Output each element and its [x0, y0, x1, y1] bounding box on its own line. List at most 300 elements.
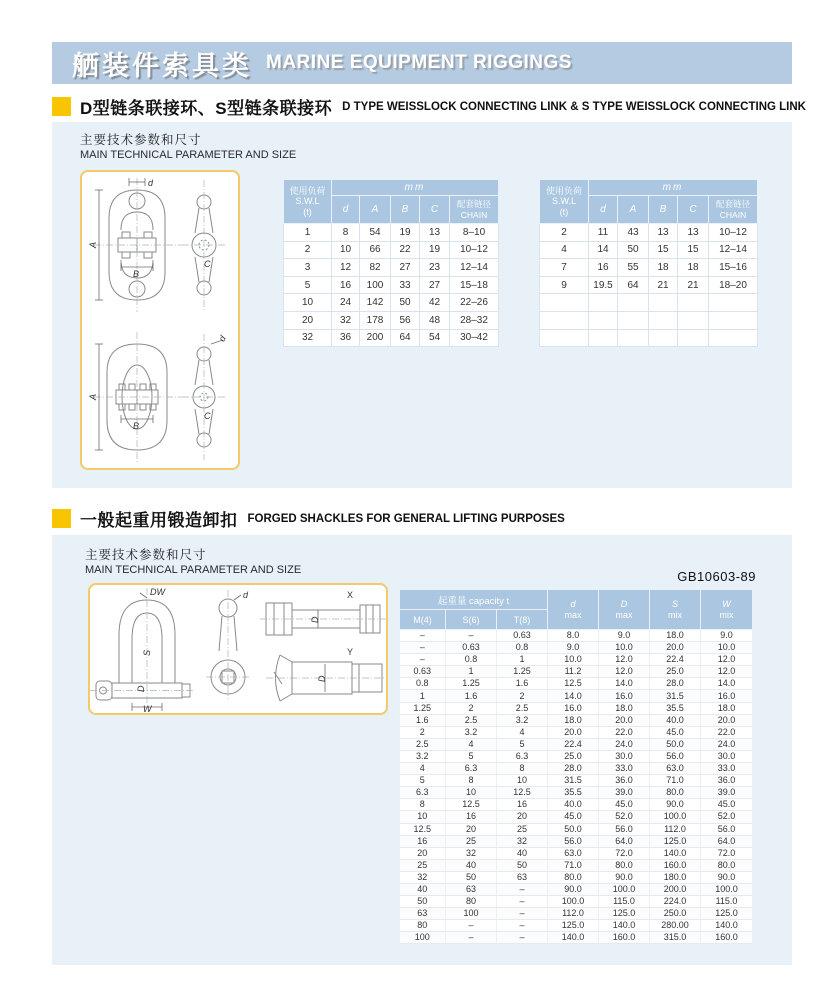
table-cell: 50 [618, 241, 649, 259]
table-cell [649, 311, 678, 329]
table-cell: 1 [446, 666, 497, 678]
table-cell: 22.0 [701, 726, 753, 738]
table-cell: 31.5 [650, 690, 701, 702]
table-cell: 12.0 [599, 654, 650, 666]
table-row [540, 311, 758, 329]
table-cell: 28–32 [450, 311, 499, 329]
table-cell: 14 [589, 241, 618, 259]
table-cell: 2.5 [446, 714, 497, 726]
table-cell: 25 [497, 823, 548, 835]
table-cell: 64 [391, 329, 420, 347]
table-cell: 100 [360, 276, 391, 294]
table-cell: 224.0 [650, 896, 701, 908]
table-cell: 42 [420, 294, 450, 312]
table-cell: 0.8 [446, 654, 497, 666]
table-row [400, 642, 753, 654]
table-cell: 0.63 [400, 666, 446, 678]
table-cell [678, 294, 709, 312]
table-cell: 8 [497, 763, 548, 775]
table-cell: 40.0 [650, 714, 701, 726]
table-cell: 72.0 [599, 847, 650, 859]
capacity-header: 起重量 capacity t [400, 590, 548, 610]
table-cell: 20.0 [599, 714, 650, 726]
swl-header: 使用负荷 S.W.L (t) [284, 180, 332, 224]
shackle-drawing-box [88, 583, 388, 715]
table-cell: 160.0 [650, 859, 701, 871]
table-cell: 1.6 [446, 690, 497, 702]
table-cell: 20 [446, 823, 497, 835]
shackle-drawing [90, 585, 386, 713]
table-cell: 22 [391, 241, 420, 259]
table-cell: 20.0 [548, 726, 599, 738]
table-cell: 71.0 [548, 859, 599, 871]
table-cell: 52.0 [701, 811, 753, 823]
table-cell: 140.0 [548, 932, 599, 944]
table-cell: 45.0 [701, 799, 753, 811]
col-header-d: d [332, 196, 360, 224]
table-cell: 11 [589, 224, 618, 242]
table-cell: 52.0 [599, 811, 650, 823]
table-cell: 32 [284, 329, 332, 347]
table-cell: 21 [678, 276, 709, 294]
table-row [400, 666, 753, 678]
dim-label-B: B [133, 269, 140, 279]
table-cell: 0.8 [497, 642, 548, 654]
table-cell: 2 [400, 726, 446, 738]
table-row [400, 678, 753, 690]
table-cell: 5 [400, 775, 446, 787]
table-cell: 25 [446, 835, 497, 847]
table-cell: 100 [446, 908, 497, 920]
table-cell: 115.0 [701, 896, 753, 908]
table-cell: 112.0 [650, 823, 701, 835]
table-cell: 12–14 [709, 241, 758, 259]
col-header-Dmax: D max [599, 590, 650, 630]
table-cell: 20.0 [701, 714, 753, 726]
table-cell [540, 294, 589, 312]
table-cell: 15–18 [450, 276, 499, 294]
table-cell: 16 [446, 811, 497, 823]
table-cell: – [497, 883, 548, 895]
table-row [540, 276, 758, 294]
table-cell: 250.0 [650, 908, 701, 920]
table-row [400, 726, 753, 738]
table-row [400, 883, 753, 895]
table-cell: 80 [400, 920, 446, 932]
table-cell: 80.0 [701, 859, 753, 871]
table-cell: 200 [360, 329, 391, 347]
table-cell: 45.0 [548, 811, 599, 823]
table-cell [678, 311, 709, 329]
table-row [284, 329, 499, 347]
yellow-bullet-icon [52, 509, 71, 528]
table-cell: 15 [678, 241, 709, 259]
table-cell: 22.0 [599, 726, 650, 738]
table-cell: 140.0 [599, 920, 650, 932]
table-cell: 2 [497, 690, 548, 702]
table-cell [709, 294, 758, 312]
table-cell: 140.0 [650, 847, 701, 859]
table-cell: 30.0 [599, 750, 650, 762]
table-cell: 1.25 [497, 666, 548, 678]
dtype-link-table [283, 179, 499, 347]
table-cell: 19.5 [589, 276, 618, 294]
table-cell: 18.0 [650, 630, 701, 642]
table-cell: 160.0 [599, 932, 650, 944]
table-cell: 12 [332, 259, 360, 277]
section2-panel [52, 535, 792, 965]
table-cell: 50 [391, 294, 420, 312]
table-cell: 80 [446, 896, 497, 908]
table-cell: 36.0 [599, 775, 650, 787]
table-cell: 4 [497, 726, 548, 738]
table-cell: 28.0 [650, 678, 701, 690]
table-row [284, 241, 499, 259]
table-row [400, 690, 753, 702]
table-cell [618, 329, 649, 347]
dim-label-S: S [142, 649, 152, 656]
table-cell: 3 [284, 259, 332, 277]
table-cell: 3.2 [497, 714, 548, 726]
table-cell: 63 [400, 908, 446, 920]
table-cell [589, 329, 618, 347]
table-cell: 10.0 [599, 642, 650, 654]
table-row [400, 763, 753, 775]
table-cell: 50.0 [650, 738, 701, 750]
col-header-C: C [678, 196, 709, 224]
table-cell: 9 [540, 276, 589, 294]
dim-label-C2: C [204, 411, 211, 421]
table-cell: 140.0 [701, 920, 753, 932]
table-row [400, 750, 753, 762]
table-cell: 178 [360, 311, 391, 329]
table-row [400, 847, 753, 859]
col-header-d: d [589, 196, 618, 224]
table-row [284, 276, 499, 294]
table-cell: 100.0 [548, 896, 599, 908]
table-cell: 16 [589, 259, 618, 277]
table-cell: 32 [400, 871, 446, 883]
table-cell: 5 [284, 276, 332, 294]
dim-label-D-front: D [136, 685, 146, 692]
section2-param-zh: 主要技术参数和尺寸 [85, 548, 207, 562]
table-row [540, 294, 758, 312]
table-row [400, 932, 753, 944]
table-cell: 100.0 [599, 883, 650, 895]
table-cell: 20 [400, 847, 446, 859]
table-cell: 12.0 [599, 666, 650, 678]
shackle-table [399, 589, 753, 944]
table-cell: 18.0 [599, 702, 650, 714]
section2-param-en: MAIN TECHNICAL PARAMETER AND SIZE [85, 564, 302, 576]
table-cell: 10–12 [450, 241, 499, 259]
table-row [400, 714, 753, 726]
section2-title-zh: 一般起重用锻造卸扣 [80, 511, 238, 530]
standard-number: GB10603-89 [677, 569, 756, 584]
table-cell [589, 294, 618, 312]
chain-header: 配套链径 CHAIN [450, 196, 499, 224]
table-cell: 80.0 [548, 871, 599, 883]
dim-label-W: W [143, 704, 152, 713]
table-cell: 18.0 [701, 702, 753, 714]
table-row [284, 259, 499, 277]
table-cell: 4 [540, 241, 589, 259]
table-cell: 25 [400, 859, 446, 871]
table-row [400, 835, 753, 847]
table-cell: 10 [400, 811, 446, 823]
table-cell: 16 [497, 799, 548, 811]
table-cell: 0.63 [446, 642, 497, 654]
table-cell: 12.5 [548, 678, 599, 690]
table-cell: 50 [400, 896, 446, 908]
table-row [400, 702, 753, 714]
table-cell: – [497, 896, 548, 908]
section1-param-zh: 主要技术参数和尺寸 [80, 133, 202, 147]
table-cell: 56.0 [599, 823, 650, 835]
table-cell: 16 [400, 835, 446, 847]
table-cell: 180.0 [650, 871, 701, 883]
table-cell: 22.4 [650, 654, 701, 666]
table-cell: 40 [446, 859, 497, 871]
table-cell: 32 [497, 835, 548, 847]
table-row [400, 799, 753, 811]
table-row [540, 259, 758, 277]
table-cell [618, 311, 649, 329]
table-cell: 2 [284, 241, 332, 259]
view-label-X: X [347, 590, 354, 600]
table-cell: 8 [400, 799, 446, 811]
table-cell [540, 329, 589, 347]
table-cell [678, 329, 709, 347]
col-header-M4: M(4) [400, 610, 446, 630]
table-cell: 18.0 [548, 714, 599, 726]
table-cell: 11.2 [548, 666, 599, 678]
table-cell: 28.0 [548, 763, 599, 775]
table-cell: 66 [360, 241, 391, 259]
table-cell: 3.2 [446, 726, 497, 738]
table-cell: 1.6 [400, 714, 446, 726]
table-cell: 33 [391, 276, 420, 294]
connecting-link-drawing-box [80, 170, 240, 470]
col-header-dmax: d max [548, 590, 599, 630]
table-cell: 45.0 [599, 799, 650, 811]
table-cell: 100.0 [701, 883, 753, 895]
table-cell: 2.5 [400, 738, 446, 750]
table-cell: 15–16 [709, 259, 758, 277]
table-cell: 63 [446, 883, 497, 895]
table-cell: 80.0 [599, 859, 650, 871]
dim-label-B2: B [133, 421, 140, 431]
section2-header [52, 506, 565, 531]
table-cell: 10.0 [701, 642, 753, 654]
table-cell: 16.0 [701, 690, 753, 702]
table-cell: – [400, 642, 446, 654]
table-cell: 315.0 [650, 932, 701, 944]
table-cell: 30.0 [701, 750, 753, 762]
table-cell: 3.2 [400, 750, 446, 762]
section1-header [52, 94, 806, 119]
table-cell: 18–20 [709, 276, 758, 294]
table-cell: – [497, 908, 548, 920]
table-cell: – [497, 920, 548, 932]
table-cell: 25.0 [650, 666, 701, 678]
table-cell: 56.0 [650, 750, 701, 762]
table-cell [618, 294, 649, 312]
table-cell [589, 311, 618, 329]
table-cell: 112.0 [548, 908, 599, 920]
table-cell [709, 329, 758, 347]
table-cell: 280.00 [650, 920, 701, 932]
table-cell: 39.0 [701, 787, 753, 799]
table-cell: 1 [284, 224, 332, 242]
swl-header: 使用负荷 S.W.L (t) [540, 180, 589, 224]
section1-title-zh: D型链条联接环、S型链条联接环 [80, 99, 333, 118]
table-cell: 12–14 [450, 259, 499, 277]
table-cell: 71.0 [650, 775, 701, 787]
table-cell: 125.0 [548, 920, 599, 932]
table-cell: 27 [420, 276, 450, 294]
table-row [400, 920, 753, 932]
table-cell: 9.0 [548, 642, 599, 654]
table-cell: 80.0 [650, 787, 701, 799]
table-cell: – [497, 932, 548, 944]
table-cell: 12.0 [701, 666, 753, 678]
table-cell: 14.0 [548, 690, 599, 702]
table-cell: 125.0 [650, 835, 701, 847]
table-cell: 63 [497, 871, 548, 883]
table-cell: 33.0 [599, 763, 650, 775]
table-cell: 31.5 [548, 775, 599, 787]
table-cell: 30–42 [450, 329, 499, 347]
table-cell: 10 [446, 787, 497, 799]
table-cell: 39.0 [599, 787, 650, 799]
table-cell: – [446, 932, 497, 944]
table-cell: 36.0 [701, 775, 753, 787]
col-header-B: B [649, 196, 678, 224]
table-cell: – [400, 630, 446, 642]
table-cell: 90.0 [701, 871, 753, 883]
dim-label-C: C [204, 259, 211, 269]
table-cell: 5 [497, 738, 548, 750]
table-cell: 1.25 [400, 702, 446, 714]
table-cell: 56.0 [701, 823, 753, 835]
section1-panel [52, 122, 792, 488]
yellow-bullet-icon [52, 97, 71, 116]
table-cell: 6.3 [400, 787, 446, 799]
table-row [400, 811, 753, 823]
col-header-B: B [391, 196, 420, 224]
section1-title-en: D TYPE WEISSLOCK CONNECTING LINK & S TYPE WEISSLOCK CONNECTING LINK [342, 100, 806, 113]
table-cell: 90.0 [548, 883, 599, 895]
table-cell: 4 [446, 738, 497, 750]
table-cell: 13 [678, 224, 709, 242]
table-cell: 16.0 [548, 702, 599, 714]
table-cell: 90.0 [650, 799, 701, 811]
table-cell: 115.0 [599, 896, 650, 908]
table-cell: 19 [420, 241, 450, 259]
table-cell: 18 [649, 259, 678, 277]
table-row [284, 224, 499, 242]
dim-label-D-y: D [317, 675, 327, 682]
table-cell: 20.0 [650, 642, 701, 654]
table-cell: 54 [360, 224, 391, 242]
table-cell: – [446, 630, 497, 642]
table-cell: 2 [540, 224, 589, 242]
table-cell: 12.5 [400, 823, 446, 835]
table-cell: 10.0 [548, 654, 599, 666]
table-cell [649, 294, 678, 312]
table-cell: 14.0 [599, 678, 650, 690]
table-cell: 12.0 [701, 654, 753, 666]
table-cell: – [400, 654, 446, 666]
table-cell: 7 [540, 259, 589, 277]
table-cell: 90.0 [599, 871, 650, 883]
table-row [400, 738, 753, 750]
view-label-Y: Y [347, 647, 354, 657]
table-cell: 33.0 [701, 763, 753, 775]
col-header-Wmix: W mix [701, 590, 753, 630]
table-row [400, 654, 753, 666]
table-cell: 9.0 [599, 630, 650, 642]
table-cell: 40 [497, 847, 548, 859]
table-cell: 9.0 [701, 630, 753, 642]
table-cell: 5 [446, 750, 497, 762]
table-cell: 50 [497, 859, 548, 871]
table-cell: 22–26 [450, 294, 499, 312]
table-cell: 160.0 [701, 932, 753, 944]
table-cell: 25.0 [548, 750, 599, 762]
table-cell: 50.0 [548, 823, 599, 835]
table-row [400, 896, 753, 908]
table-cell: 125.0 [701, 908, 753, 920]
table-cell: 19 [391, 224, 420, 242]
table-cell: 13 [649, 224, 678, 242]
table-row [400, 823, 753, 835]
stype-link-table [539, 179, 758, 347]
col-header-Smix: S mix [650, 590, 701, 630]
table-cell [649, 329, 678, 347]
table-cell: 20 [284, 311, 332, 329]
table-row [400, 908, 753, 920]
col-header-C: C [420, 196, 450, 224]
table-cell: 1 [400, 690, 446, 702]
table-row [284, 311, 499, 329]
table-cell: 72.0 [701, 847, 753, 859]
table-row [540, 224, 758, 242]
table-cell: 1 [497, 654, 548, 666]
table-cell: 142 [360, 294, 391, 312]
table-cell: 55 [618, 259, 649, 277]
table-cell: 2.5 [497, 702, 548, 714]
table-cell [709, 311, 758, 329]
table-cell: 35.5 [548, 787, 599, 799]
table-cell [540, 311, 589, 329]
table-row [400, 787, 753, 799]
table-cell: 45.0 [650, 726, 701, 738]
table-cell: 16.0 [599, 690, 650, 702]
table-cell: 50 [446, 871, 497, 883]
table-cell: 10 [332, 241, 360, 259]
table-cell: 12.5 [446, 799, 497, 811]
table-cell: 1.25 [446, 678, 497, 690]
table-cell: 6.3 [446, 763, 497, 775]
table-cell: 56 [391, 311, 420, 329]
table-cell: 4 [400, 763, 446, 775]
table-cell: 12.5 [497, 787, 548, 799]
table-cell: 100.0 [650, 811, 701, 823]
table-row [400, 859, 753, 871]
table-cell: 24.0 [701, 738, 753, 750]
